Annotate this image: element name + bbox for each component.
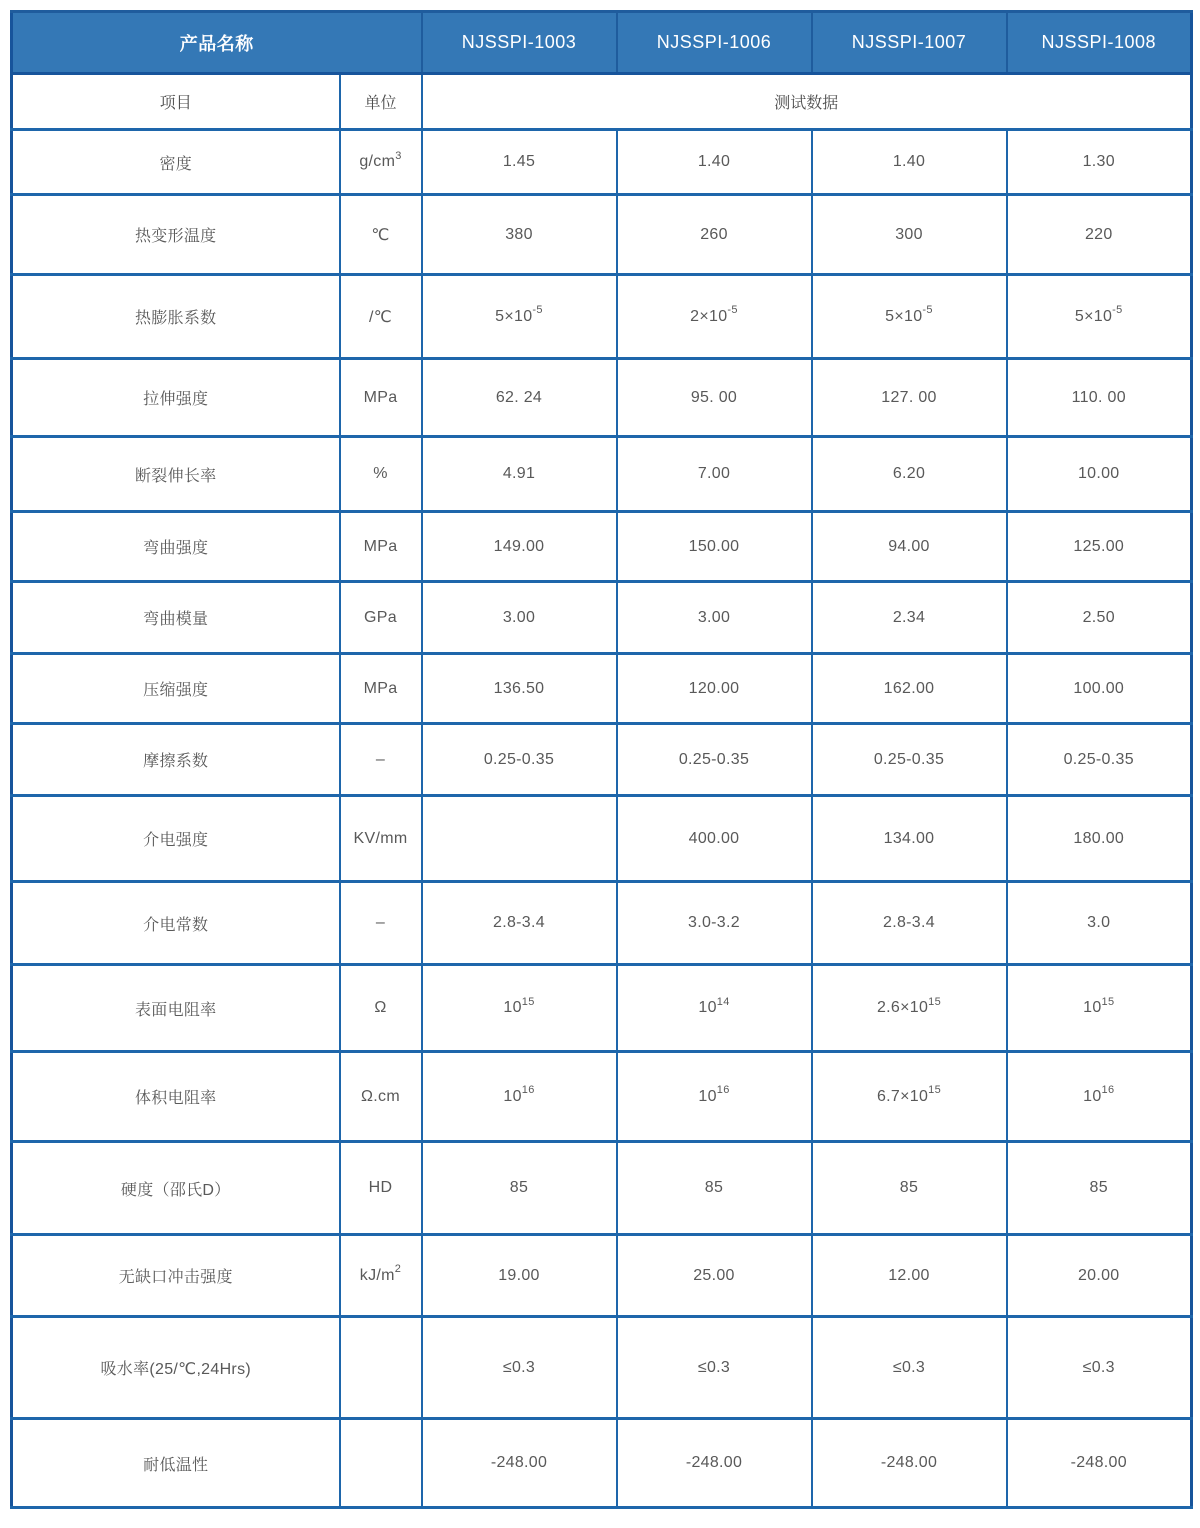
- value-cell: 134.00: [812, 796, 1007, 882]
- unit-cell: %: [340, 437, 422, 512]
- value-cell: 136.50: [422, 654, 617, 724]
- value-cell: 0.25-0.35: [617, 724, 812, 796]
- unit-cell: Ω: [340, 965, 422, 1052]
- unit-cell: $g/cm^3$: [340, 130, 422, 195]
- value-cell: 2.50: [1007, 582, 1192, 654]
- value-cell: 85: [422, 1142, 617, 1235]
- value-cell: 62. 24: [422, 359, 617, 437]
- table-row: [12, 1052, 1192, 1142]
- value-cell: $6.7\times 10^{15}$: [812, 1052, 1007, 1142]
- value-cell: 1.30: [1007, 130, 1192, 195]
- value-cell: 1.40: [812, 130, 1007, 195]
- value-cell: 4.91: [422, 437, 617, 512]
- value-cell: 300: [812, 195, 1007, 275]
- value-cell: 149.00: [422, 512, 617, 582]
- value-cell: 2.34: [812, 582, 1007, 654]
- value-cell: 94.00: [812, 512, 1007, 582]
- table-row: [12, 724, 1192, 796]
- unit-cell: MPa: [340, 654, 422, 724]
- value-cell: 19.00: [422, 1235, 617, 1317]
- item-name-cell: 密度: [12, 130, 340, 195]
- table-row: [12, 512, 1192, 582]
- unit-cell: Ω.cm: [340, 1052, 422, 1142]
- value-cell: 0.25-0.35: [1007, 724, 1192, 796]
- value-cell: 85: [617, 1142, 812, 1235]
- value-cell: 127. 00: [812, 359, 1007, 437]
- value-cell: ≤0.3: [422, 1317, 617, 1419]
- test-data-label: 测试数据: [422, 74, 1192, 130]
- product-column-header-3: NJSSPI-1007: [812, 12, 1007, 74]
- unit-cell: MPa: [340, 359, 422, 437]
- item-name-cell: 弯曲强度: [12, 512, 340, 582]
- product-column-header-2: NJSSPI-1006: [617, 12, 812, 74]
- spec-table: [10, 10, 1193, 1509]
- value-cell: 162.00: [812, 654, 1007, 724]
- table-row: [12, 1142, 1192, 1235]
- item-name-cell: 摩擦系数: [12, 724, 340, 796]
- value-cell: 85: [1007, 1142, 1192, 1235]
- unit-cell: HD: [340, 1142, 422, 1235]
- value-cell: 85: [812, 1142, 1007, 1235]
- item-column-label: 项目: [12, 74, 340, 130]
- value-cell: 1.40: [617, 130, 812, 195]
- item-name-cell: 介电常数: [12, 882, 340, 965]
- value-cell: -248.00: [1007, 1419, 1192, 1508]
- table-row: [12, 437, 1192, 512]
- value-cell: ≤0.3: [1007, 1317, 1192, 1419]
- value-cell: 125.00: [1007, 512, 1192, 582]
- table-row: [12, 1235, 1192, 1317]
- product-column-header-1: NJSSPI-1003: [422, 12, 617, 74]
- value-cell: 150.00: [617, 512, 812, 582]
- value-cell: 0.25-0.35: [422, 724, 617, 796]
- unit-cell: MPa: [340, 512, 422, 582]
- value-cell: 110. 00: [1007, 359, 1192, 437]
- value-cell: $10^{14}$: [617, 965, 812, 1052]
- unit-column-label: 单位: [340, 74, 422, 130]
- item-name-cell: 断裂伸长率: [12, 437, 340, 512]
- item-name-cell: 硬度（邵氏D）: [12, 1142, 340, 1235]
- unit-cell: $kJ/m^2$: [340, 1235, 422, 1317]
- value-cell: $5\times 10^{-5}$: [1007, 275, 1192, 359]
- value-cell: ≤0.3: [812, 1317, 1007, 1419]
- item-name-cell: 无缺口冲击强度: [12, 1235, 340, 1317]
- value-cell: 100.00: [1007, 654, 1192, 724]
- value-cell: $10^{16}$: [617, 1052, 812, 1142]
- subheader-row: [12, 74, 1192, 130]
- item-name-cell: 体积电阻率: [12, 1052, 340, 1142]
- value-cell: $5\times 10^{-5}$: [812, 275, 1007, 359]
- value-cell: 12.00: [812, 1235, 1007, 1317]
- unit-cell: –: [340, 724, 422, 796]
- value-cell: 6.20: [812, 437, 1007, 512]
- products-header-row: [12, 12, 1192, 74]
- value-cell: 2.8-3.4: [422, 882, 617, 965]
- item-name-cell: 耐低温性: [12, 1419, 340, 1508]
- value-cell: 3.00: [422, 582, 617, 654]
- item-name-cell: 热膨胀系数: [12, 275, 340, 359]
- item-name-cell: 介电强度: [12, 796, 340, 882]
- value-cell: 120.00: [617, 654, 812, 724]
- value-cell: 180.00: [1007, 796, 1192, 882]
- value-cell: 0.25-0.35: [812, 724, 1007, 796]
- value-cell: [422, 796, 617, 882]
- value-cell: 3.0: [1007, 882, 1192, 965]
- table-row: [12, 130, 1192, 195]
- value-cell: 10.00: [1007, 437, 1192, 512]
- table-row: [12, 195, 1192, 275]
- unit-cell: /℃: [340, 275, 422, 359]
- table-row: [12, 1317, 1192, 1419]
- value-cell: 380: [422, 195, 617, 275]
- table-row: [12, 359, 1192, 437]
- item-name-cell: 拉伸强度: [12, 359, 340, 437]
- value-cell: $2\times 10^{-5}$: [617, 275, 812, 359]
- value-cell: 95. 00: [617, 359, 812, 437]
- value-cell: ≤0.3: [617, 1317, 812, 1419]
- table-row: [12, 796, 1192, 882]
- unit-cell: –: [340, 882, 422, 965]
- value-cell: $2.6\times 10^{15}$: [812, 965, 1007, 1052]
- value-cell: 220: [1007, 195, 1192, 275]
- value-cell: 2.8-3.4: [812, 882, 1007, 965]
- table-row: [12, 1419, 1192, 1508]
- value-cell: $5\times 10^{-5}$: [422, 275, 617, 359]
- table-row: [12, 582, 1192, 654]
- value-cell: -248.00: [812, 1419, 1007, 1508]
- value-cell: 25.00: [617, 1235, 812, 1317]
- item-name-cell: 压缩强度: [12, 654, 340, 724]
- unit-cell: [340, 1419, 422, 1508]
- value-cell: 3.00: [617, 582, 812, 654]
- unit-cell: ℃: [340, 195, 422, 275]
- table-row: [12, 654, 1192, 724]
- spec-table-body: [12, 130, 1192, 1508]
- value-cell: 3.0-3.2: [617, 882, 812, 965]
- item-name-cell: 弯曲模量: [12, 582, 340, 654]
- value-cell: 1.45: [422, 130, 617, 195]
- value-cell: $10^{15}$: [422, 965, 617, 1052]
- value-cell: 260: [617, 195, 812, 275]
- item-name-cell: 吸水率(25/℃,24Hrs): [12, 1317, 340, 1419]
- value-cell: -248.00: [617, 1419, 812, 1508]
- unit-cell: GPa: [340, 582, 422, 654]
- product-column-header-4: NJSSPI-1008: [1007, 12, 1192, 74]
- value-cell: $10^{16}$: [1007, 1052, 1192, 1142]
- table-row: [12, 965, 1192, 1052]
- table-row: [12, 882, 1192, 965]
- value-cell: 400.00: [617, 796, 812, 882]
- item-name-cell: 表面电阻率: [12, 965, 340, 1052]
- table-row: [12, 275, 1192, 359]
- value-cell: 20.00: [1007, 1235, 1192, 1317]
- value-cell: -248.00: [422, 1419, 617, 1508]
- product-name-label: 产品名称: [12, 12, 422, 74]
- unit-cell: KV/mm: [340, 796, 422, 882]
- value-cell: $10^{16}$: [422, 1052, 617, 1142]
- unit-cell: [340, 1317, 422, 1419]
- value-cell: 7.00: [617, 437, 812, 512]
- item-name-cell: 热变形温度: [12, 195, 340, 275]
- value-cell: $10^{15}$: [1007, 965, 1192, 1052]
